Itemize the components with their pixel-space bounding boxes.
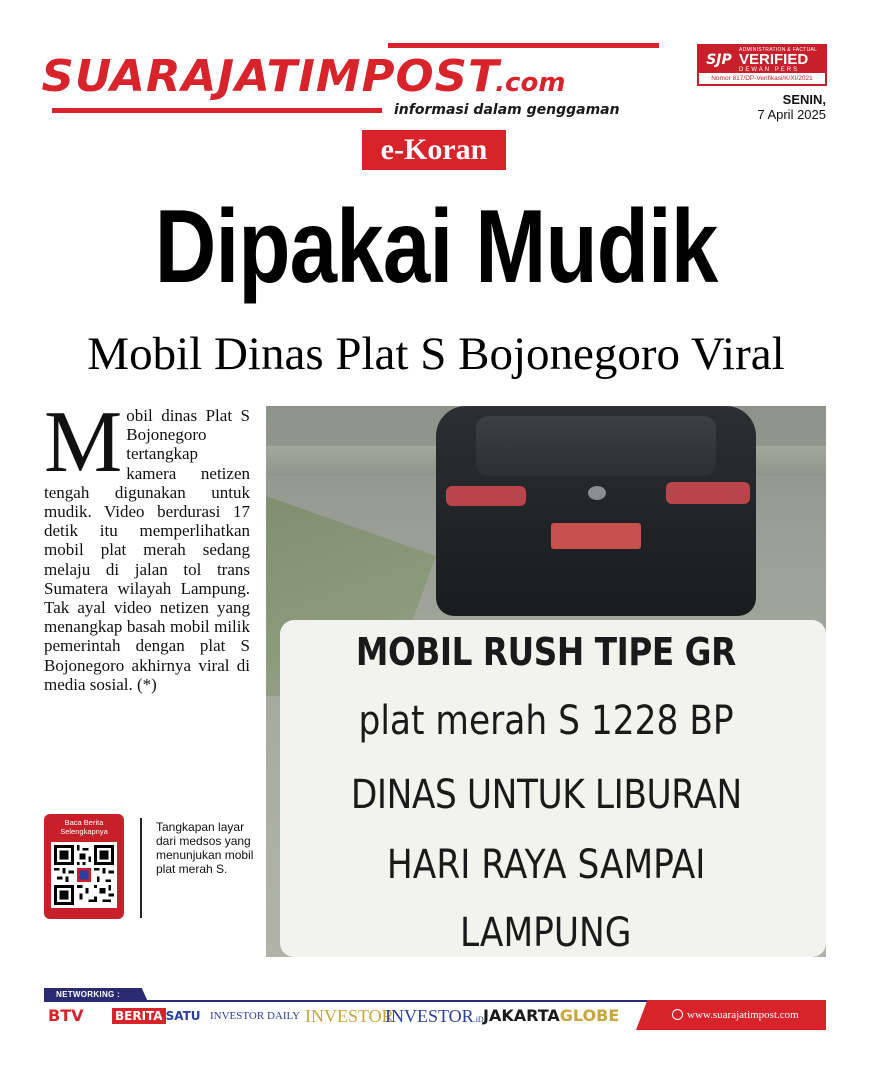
verification-number: Nomor 817/DP-Verifikasi/K/XI/2021: [699, 73, 825, 84]
sjp-logo-icon: SJP: [706, 52, 732, 68]
masthead-line-top: [388, 43, 659, 48]
headline: [46, 182, 826, 312]
overlay-line-3: DINAS UNTUK LIBURAN: [350, 772, 742, 818]
verified-label: VERIFIED: [739, 51, 809, 68]
site-logo[interactable]: [41, 51, 666, 102]
overlay-line-2: plat merah S 1228 BP: [358, 698, 734, 744]
partner-beritasatu-logo[interactable]: BERITA SATU: [112, 1004, 198, 1028]
photo-caption: Tangkapan layar dari medsos yang menunjukan mobil plat merah S.: [156, 820, 254, 876]
networking-label: NETWORKING :: [56, 990, 121, 999]
logo-main-text: SUARAJATIMPOST: [41, 51, 500, 102]
qr-label: Baca Berita Selengkapnya: [60, 818, 108, 836]
qr-code-icon[interactable]: [51, 842, 117, 908]
partner-investor-daily-logo[interactable]: INVESTOR DAILY: [210, 1010, 301, 1022]
edition-badge: e-Koran: [362, 130, 506, 170]
caption-divider: [140, 818, 142, 918]
car-taillight-right: [666, 482, 750, 504]
dewan-pers-label: DEWAN PERS: [739, 67, 800, 73]
partner-investor-logo[interactable]: INVESTOR: [305, 1006, 394, 1026]
website-link[interactable]: [672, 1000, 826, 1030]
qr-card[interactable]: [44, 814, 124, 919]
drop-cap: M: [44, 394, 123, 491]
verified-small-text: ADMINISTRATION & FACTUAL: [739, 47, 818, 53]
car-taillight-left: [446, 486, 526, 506]
globe-icon: [672, 1009, 683, 1020]
article-body: [44, 394, 250, 766]
overlay-line-4: HARI RAYA SAMPAI: [386, 842, 706, 888]
partner-jakarta-globe-logo[interactable]: JAKARTAGLOBE: [483, 1006, 620, 1025]
red-license-plate: [551, 523, 641, 549]
website-url: www.suarajatimpost.com: [687, 1009, 799, 1021]
verified-badge: [697, 44, 827, 86]
issue-date: 7 April 2025: [757, 107, 826, 122]
overlay-line-5: LAMPUNG: [460, 910, 632, 956]
overlay-line-1: MOBIL RUSH TIPE GR: [356, 630, 736, 674]
partner-investor-id-logo[interactable]: INVESTOR.iD: [385, 1006, 484, 1026]
article-text: obil dinas Plat S Bojonegoro tertangkap kamera netizen tengah digunakan untuk mudik. Video berdurasi 17 detik itu memperlihatkan mobil plat merah sedang melaju di jalan tol trans Sumatera wilayah Lampung. Tak ayal video netizen yang menangkap basah mobil milik pemerintah dengan plat S Bojonegoro akhirnya viral di media sosial. (*): [44, 406, 250, 694]
logo-suffix: .com: [495, 68, 566, 98]
masthead-line-bottom: [52, 108, 382, 113]
car-emblem-icon: [588, 486, 606, 500]
car-rear-window: [476, 416, 716, 476]
subheadline: Mobil Dinas Plat S Bojonegoro Viral: [87, 328, 785, 380]
issue-day: SENIN,: [782, 92, 826, 107]
tagline: informasi dalam genggaman: [394, 102, 620, 118]
headline-text: Dipakai Mudik: [154, 189, 718, 305]
main-photo: [266, 406, 826, 957]
partner-btv-logo[interactable]: BTV: [48, 1006, 84, 1025]
